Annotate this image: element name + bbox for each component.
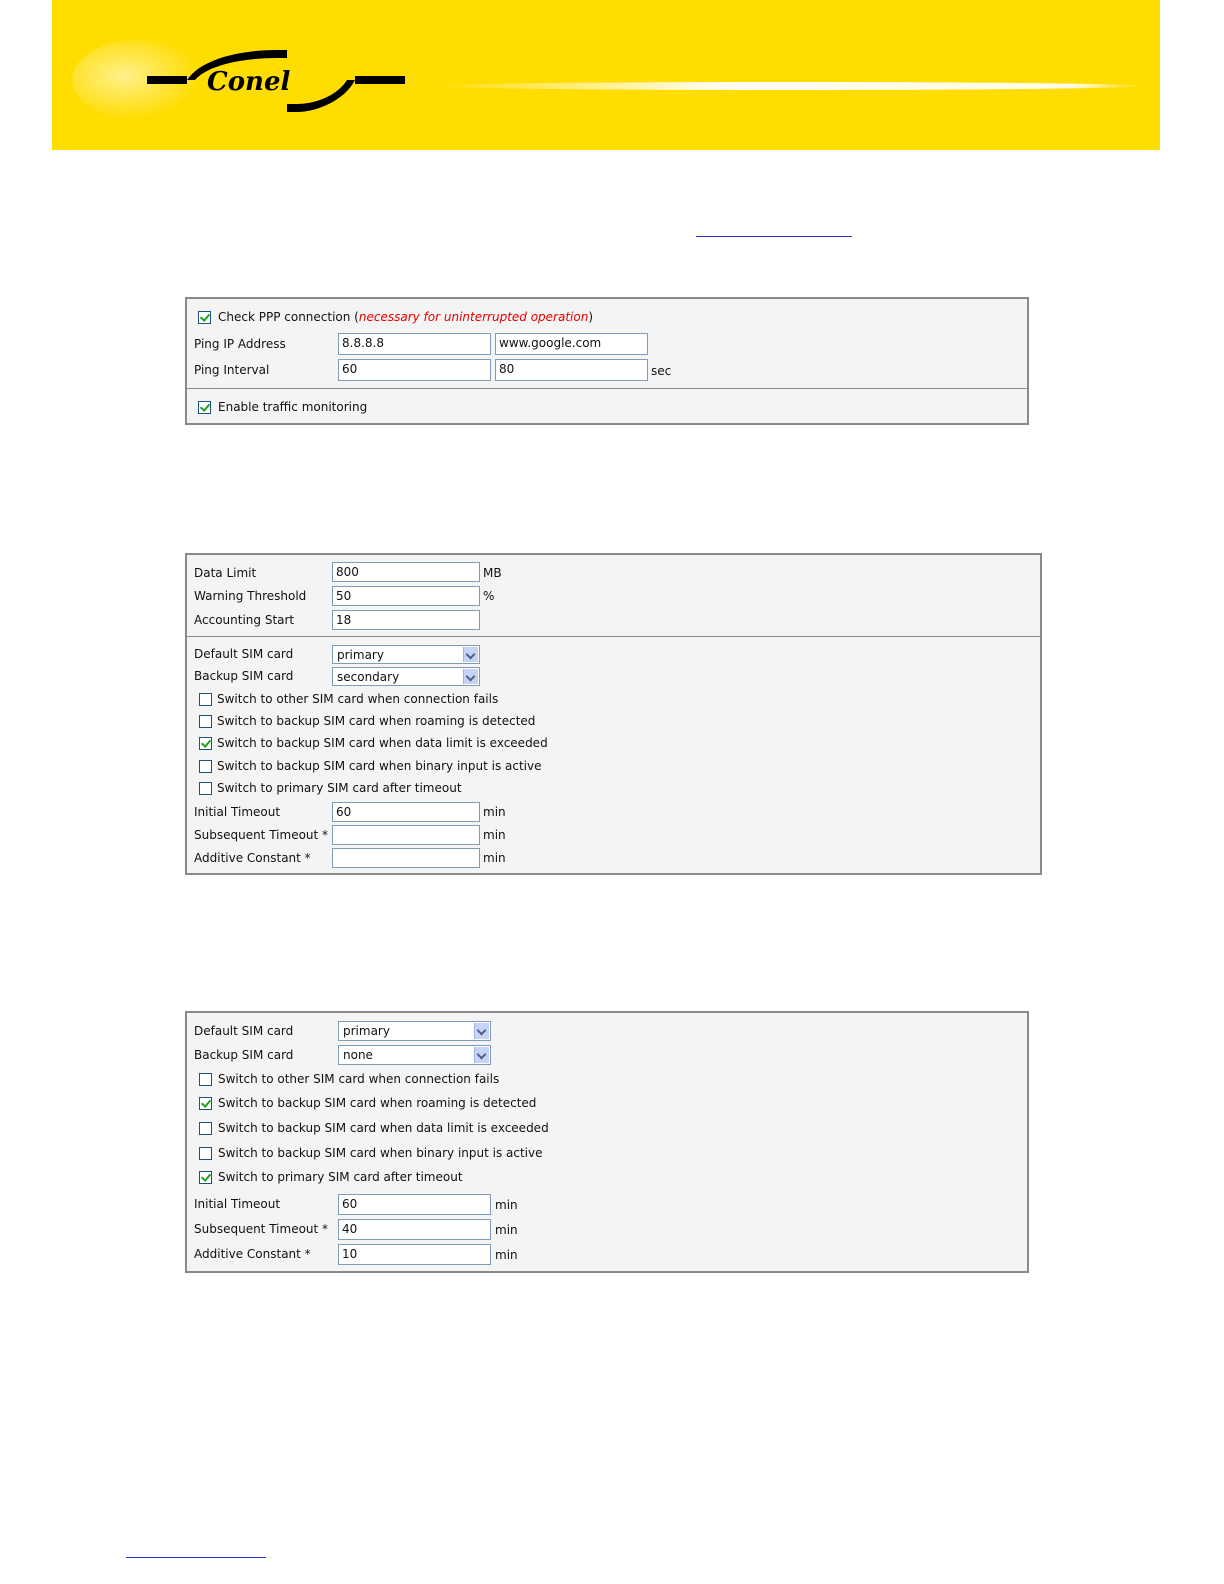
conel-logo	[147, 40, 467, 130]
additive-constant-input[interactable]	[332, 848, 480, 868]
check-ppp-checkbox[interactable]	[198, 311, 211, 324]
additive-constant-input[interactable]: 10	[338, 1244, 491, 1265]
default-sim-label: Default SIM card	[194, 647, 294, 661]
initial-timeout-input[interactable]: 60	[338, 1194, 491, 1215]
additive-constant-label: Additive Constant *	[194, 1247, 311, 1261]
chevron-down-icon	[463, 647, 478, 662]
footer-link-underline	[126, 1557, 266, 1558]
switch-on-connection-fail-label: Switch to other SIM card when connection fails	[217, 692, 499, 706]
ping-interval-input-1[interactable]: 60	[338, 359, 491, 381]
subsequent-timeout-input[interactable]	[332, 825, 480, 845]
logo-text: Conel	[207, 67, 291, 97]
backup-sim-select[interactable]: none	[338, 1045, 491, 1065]
switch-on-connection-fail-label: Switch to other SIM card when connection fails	[218, 1072, 500, 1086]
switch-on-roaming-label: Switch to backup SIM card when roaming is detected	[218, 1096, 537, 1110]
traffic-monitoring-checkbox[interactable]	[198, 401, 211, 414]
switch-on-binary-input-checkbox[interactable]	[199, 1147, 212, 1160]
switch-to-primary-label: Switch to primary SIM card after timeout	[218, 1170, 463, 1184]
switch-on-data-limit-label: Switch to backup SIM card when data limit is exceeded	[217, 736, 548, 750]
data-limit-input[interactable]: 800	[332, 562, 480, 582]
traffic-monitoring-label: Enable traffic monitoring	[218, 400, 368, 414]
data-limit-unit: MB	[483, 566, 502, 580]
switch-on-connection-fail-checkbox[interactable]	[199, 1073, 212, 1086]
default-sim-label: Default SIM card	[194, 1024, 294, 1038]
check-ppp-label: Check PPP connection (necessary for uninterrupted operation)	[218, 310, 594, 324]
initial-timeout-label: Initial Timeout	[194, 1197, 281, 1211]
subsequent-timeout-label: Subsequent Timeout *	[194, 828, 329, 842]
switch-on-roaming-checkbox[interactable]	[199, 715, 212, 728]
switch-to-primary-checkbox[interactable]	[199, 1171, 212, 1184]
panel-separator	[187, 636, 1040, 637]
panel-separator	[187, 388, 1027, 389]
link-underline	[696, 236, 852, 237]
switch-on-binary-input-label: Switch to backup SIM card when binary input is active	[218, 1146, 543, 1160]
ping-interval-unit: sec	[651, 364, 672, 378]
switch-on-binary-input-checkbox[interactable]	[199, 760, 212, 773]
chevron-down-icon	[474, 1047, 489, 1063]
accounting-start-input[interactable]: 18	[332, 610, 480, 630]
data-limit-label: Data Limit	[194, 566, 257, 580]
ping-ip-input-1[interactable]: 8.8.8.8	[338, 333, 491, 355]
switch-on-connection-fail-checkbox[interactable]	[199, 693, 212, 706]
subsequent-timeout-unit: min	[495, 1223, 518, 1237]
ppp-check-panel	[185, 297, 1029, 425]
backup-sim-select[interactable]: secondary	[332, 667, 480, 686]
switch-on-data-limit-label: Switch to backup SIM card when data limit is exceeded	[218, 1121, 549, 1135]
warning-threshold-unit: %	[483, 589, 495, 603]
initial-timeout-unit: min	[483, 805, 506, 819]
additive-constant-unit: min	[495, 1248, 518, 1262]
chevron-down-icon	[463, 669, 478, 684]
subsequent-timeout-unit: min	[483, 828, 506, 842]
initial-timeout-label: Initial Timeout	[194, 805, 281, 819]
check-ppp-note: necessary for uninterrupted operation	[358, 310, 589, 324]
switch-on-roaming-checkbox[interactable]	[199, 1097, 212, 1110]
data-limit-panel	[185, 553, 1042, 875]
ping-ip-input-2[interactable]: www.google.com	[495, 333, 648, 355]
sim-switch-panel	[185, 1011, 1029, 1273]
chevron-down-icon	[474, 1023, 489, 1039]
warning-threshold-label: Warning Threshold	[194, 589, 307, 603]
ping-ip-label: Ping IP Address	[194, 337, 286, 351]
subsequent-timeout-label: Subsequent Timeout *	[194, 1222, 329, 1236]
ping-interval-label: Ping Interval	[194, 363, 270, 377]
default-sim-select[interactable]: primary	[332, 645, 480, 664]
ping-interval-input-2[interactable]: 80	[495, 359, 648, 381]
switch-on-binary-input-label: Switch to backup SIM card when binary input is active	[217, 759, 542, 773]
switch-to-primary-checkbox[interactable]	[199, 782, 212, 795]
switch-on-data-limit-checkbox[interactable]	[199, 737, 212, 750]
switch-to-primary-label: Switch to primary SIM card after timeout	[217, 781, 462, 795]
switch-on-data-limit-checkbox[interactable]	[199, 1122, 212, 1135]
additive-constant-unit: min	[483, 851, 506, 865]
swoosh-graphic	[432, 82, 1142, 90]
backup-sim-label: Backup SIM card	[194, 669, 294, 683]
warning-threshold-input[interactable]: 50	[332, 586, 480, 606]
header-banner	[52, 0, 1160, 150]
subsequent-timeout-input[interactable]: 40	[338, 1219, 491, 1240]
initial-timeout-unit: min	[495, 1198, 518, 1212]
initial-timeout-input[interactable]: 60	[332, 802, 480, 822]
additive-constant-label: Additive Constant *	[194, 851, 311, 865]
backup-sim-label: Backup SIM card	[194, 1048, 294, 1062]
switch-on-roaming-label: Switch to backup SIM card when roaming is detected	[217, 714, 536, 728]
default-sim-select[interactable]: primary	[338, 1021, 491, 1041]
accounting-start-label: Accounting Start	[194, 613, 295, 627]
